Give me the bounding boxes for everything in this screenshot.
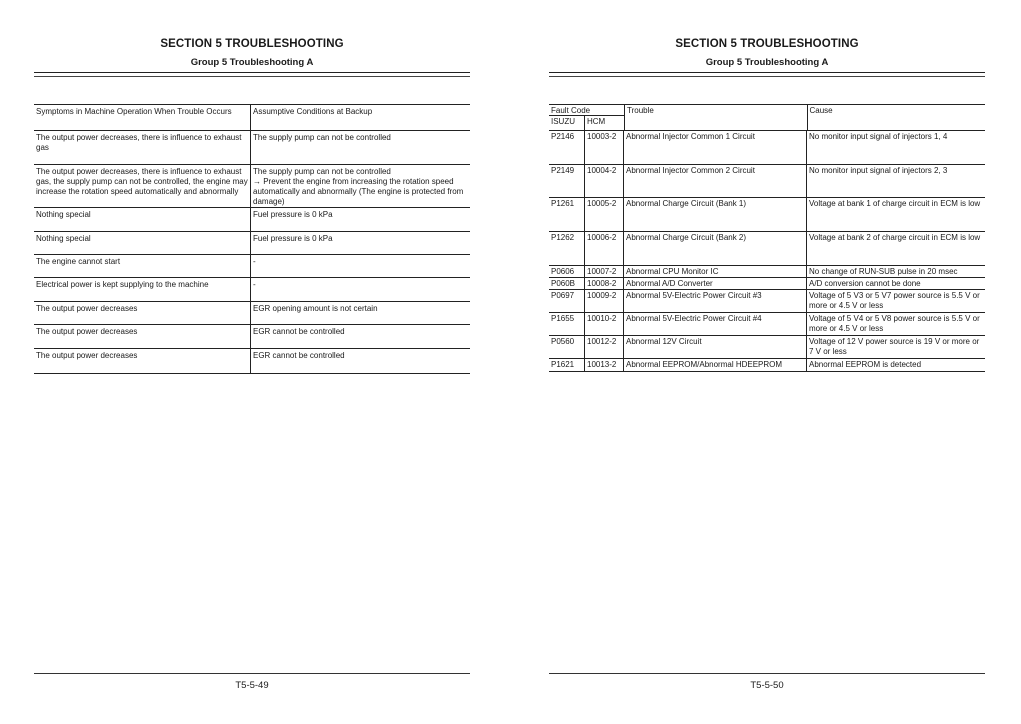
table-row: [549, 278, 985, 290]
condition-cell: The supply pump can not be controlled → Prevent the engine from increasing the rotation speed automatically and abnormally (The engine is protected from damage): [253, 167, 464, 206]
trouble-cell: Abnormal Charge Circuit (Bank 1): [624, 198, 807, 231]
trouble-cell: Abnormal A/D Converter: [624, 278, 807, 289]
table-row: [34, 165, 470, 208]
trouble-cell: Abnormal Injector Common 2 Circuit: [624, 165, 807, 197]
table-row: [549, 336, 985, 359]
table-row: [549, 165, 985, 198]
cause-cell: A/D conversion cannot be done: [809, 279, 921, 288]
cause-cell: Voltage of 12 V power source is 19 V or more or 7 V or less: [809, 337, 980, 356]
column-header-conditions: Assumptive Conditions at Backup: [253, 107, 373, 116]
table-row: [549, 290, 985, 313]
symptom-cell: The output power decreases: [34, 302, 251, 324]
symptom-cell: The output power decreases: [34, 325, 251, 348]
isuzu-code-cell: P0697: [549, 290, 585, 312]
section-title: SECTION 5 TROUBLESHOOTING: [160, 38, 344, 50]
right-page: [549, 0, 985, 724]
column-header-hcm: HCM: [587, 117, 606, 126]
isuzu-code-cell: P1655: [549, 313, 585, 335]
trouble-cell: Abnormal 12V Circuit: [624, 336, 807, 358]
header-rule: [34, 72, 470, 73]
fault-code-table: [549, 104, 985, 372]
footer-rule: [34, 673, 470, 674]
header-rule-thin: [34, 76, 470, 77]
cause-cell: Abnormal EEPROM is detected: [809, 360, 922, 369]
symptom-cell: Nothing special: [34, 232, 251, 254]
symptom-cell: The output power decreases, there is influence to exhaust gas: [34, 131, 251, 164]
condition-cell: The supply pump can not be controlled: [253, 133, 391, 142]
table-row: [549, 266, 985, 278]
header-rule: [549, 72, 985, 73]
hcm-code-cell: 10007-2: [585, 266, 624, 277]
hcm-code-cell: 10004-2: [585, 165, 624, 197]
condition-cell: EGR cannot be controlled: [253, 327, 345, 336]
table-row: [549, 131, 985, 165]
hcm-code-cell: 10003-2: [585, 131, 624, 164]
trouble-cell: Abnormal EEPROM/Abnormal HDEEPROM: [624, 359, 807, 371]
isuzu-code-cell: P060B: [549, 278, 585, 289]
isuzu-code-cell: P1621: [549, 359, 585, 371]
cause-cell: Voltage of 5 V3 or 5 V7 power source is 5.5 V or more or 4.5 V or less: [809, 291, 980, 310]
group-subtitle: Group 5 Troubleshooting A: [190, 57, 314, 68]
trouble-cell: Abnormal Charge Circuit (Bank 2): [624, 232, 807, 265]
column-header-symptoms: Symptoms in Machine Operation When Trouble Occurs: [34, 105, 251, 130]
symptom-cell: Electrical power is kept supplying to the machine: [34, 278, 251, 301]
symptom-cell: The output power decreases, there is influence to exhaust gas, the supply pump can not be controlled, the engine may increase the rotation speed automatically and abnormally: [34, 165, 251, 207]
isuzu-code-cell: P0560: [549, 336, 585, 358]
isuzu-code-cell: P1262: [549, 232, 585, 265]
column-header-trouble: Trouble: [625, 105, 808, 130]
table-row: [34, 349, 470, 374]
isuzu-code-cell: P0606: [549, 266, 585, 277]
column-header-cause: Cause: [809, 106, 833, 115]
column-header-isuzu: ISUZU: [549, 116, 585, 130]
table-row: [34, 325, 470, 349]
section-title: SECTION 5 TROUBLESHOOTING: [675, 38, 859, 50]
hcm-code-cell: 10012-2: [585, 336, 624, 358]
table-row: [34, 208, 470, 232]
table-row: [549, 198, 985, 232]
isuzu-code-cell: P2146: [549, 131, 585, 164]
trouble-cell: Abnormal Injector Common 1 Circuit: [624, 131, 807, 164]
isuzu-code-cell: P1261: [549, 198, 585, 231]
column-header-fault-code: Fault Code: [549, 105, 624, 116]
condition-cell: EGR cannot be controlled: [253, 351, 345, 360]
table-row: [549, 313, 985, 336]
condition-cell: -: [253, 257, 256, 266]
condition-cell: Fuel pressure is 0 kPa: [253, 210, 333, 219]
isuzu-code-cell: P2149: [549, 165, 585, 197]
left-page: [34, 0, 470, 724]
symptom-cell: Nothing special: [34, 208, 251, 231]
hcm-code-cell: 10005-2: [585, 198, 624, 231]
symptom-cell: The engine cannot start: [34, 255, 251, 277]
cause-cell: No change of RUN-SUB pulse in 20 msec: [809, 267, 958, 276]
cause-cell: No monitor input signal of injectors 2, 3: [809, 166, 948, 175]
hcm-code-cell: 10006-2: [585, 232, 624, 265]
table-row: [549, 232, 985, 266]
cause-cell: Voltage at bank 2 of charge circuit in ECM is low: [809, 233, 981, 242]
hcm-code-cell: 10009-2: [585, 290, 624, 312]
table-row: [549, 359, 985, 372]
table-row: [34, 255, 470, 278]
hcm-code-cell: 10013-2: [585, 359, 624, 371]
table-row: [34, 232, 470, 255]
symptom-cell: The output power decreases: [34, 349, 251, 373]
condition-cell: Fuel pressure is 0 kPa: [253, 234, 333, 243]
table-header-row: [34, 105, 470, 131]
page-number: T5-5-50: [750, 680, 784, 691]
trouble-cell: Abnormal 5V-Electric Power Circuit #4: [624, 313, 807, 335]
header-rule-thin: [549, 76, 985, 77]
trouble-cell: Abnormal CPU Monitor IC: [624, 266, 807, 277]
condition-cell: -: [253, 280, 256, 289]
table-row: [34, 278, 470, 302]
hcm-code-cell: 10008-2: [585, 278, 624, 289]
hcm-code-cell: 10010-2: [585, 313, 624, 335]
footer-rule: [549, 673, 985, 674]
page-number: T5-5-49: [235, 680, 269, 691]
table-row: [34, 302, 470, 325]
table-header-row: [549, 105, 985, 131]
fault-code-header: [549, 105, 625, 130]
cause-cell: No monitor input signal of injectors 1, 4: [809, 132, 948, 141]
cause-cell: Voltage of 5 V4 or 5 V8 power source is 5.5 V or more or 4.5 V or less: [809, 314, 980, 333]
cause-cell: Voltage at bank 1 of charge circuit in ECM is low: [809, 199, 981, 208]
condition-cell: EGR opening amount is not certain: [253, 304, 378, 313]
group-subtitle: Group 5 Troubleshooting A: [705, 57, 829, 68]
table-row: [34, 131, 470, 165]
symptoms-table: [34, 104, 470, 374]
trouble-cell: Abnormal 5V-Electric Power Circuit #3: [624, 290, 807, 312]
